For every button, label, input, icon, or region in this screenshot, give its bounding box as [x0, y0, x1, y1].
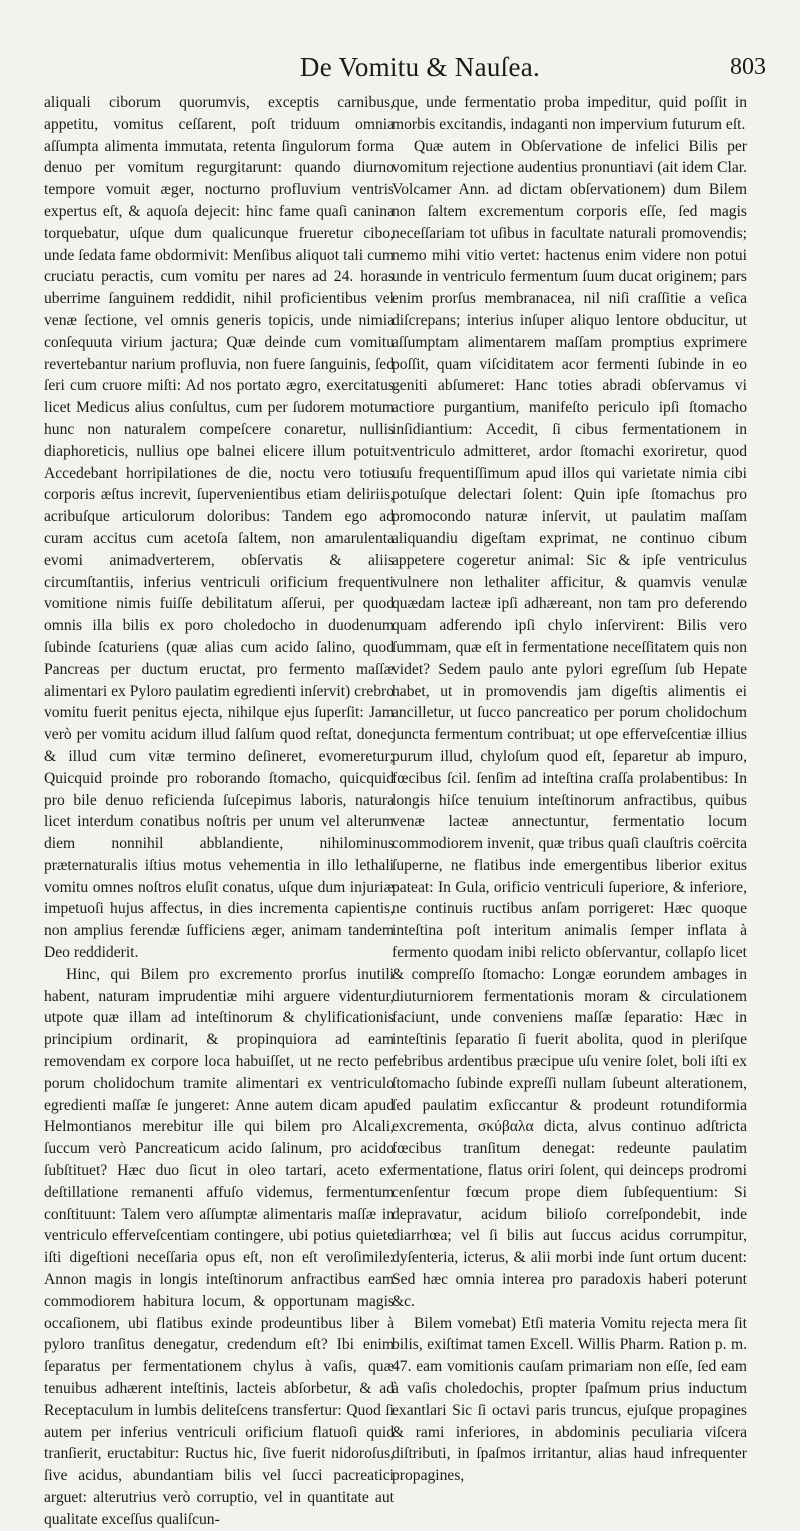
page-header [0, 52, 800, 92]
page-number: 803 [730, 54, 766, 80]
paragraph: Quæ autem in Obſervatione de infelici Bilis per vomitum rejectione audentius pronuntiavi (ait idem Clar. Volcamer Ann. ad dictam obſervationem) dum Bilem non ſaltem excrementum corporis eſſe, ſed magis neceſſariam tot uſibus in facultate naturali promovendis; nemo mihi vitio vertet: hactenus enim videre non potui unde in ventriculo fermentum ſuum ducat originem; pars enim prorſus membranacea, nil niſi craſſitie a veſica diſcrepans; interius inſuper aliquo lentore obducitur, ut aſſumptam alimentarem maſſam promptius exprimere poſſit, quam viſciditatem acor fermenti ſubinde in eo geniti abſumeret: Hanc toties abradi obſervamus vi actiore purgantium, manifeſto periculo ipſi ſtomacho inſidiantium: Accedit, ſi cibus fermentationem in ventriculo admitteret, ardor ſtomachi exoriretur, quod uſu frequentiſſimum apud illos qui varietate nimia cibi potuſque delectari ſolent: Quin ipſe ſtomachus pro promocondo naturæ inſervit, ut paulatim maſſam aliquandiu digeſtam exprimat, ne continuo cibum appetere cogeretur animal: Sic & ipſe ventriculus vulnere non lethaliter afficitur, & quamvis venulæ quædam lacteæ ipſi adhæreant, non tam pro deferendo quam adferendo ipſi chylo inſervirent: Bilis vero ſummam, quæ eſt in fermentatione neceſſitatem quis non videt? Sedem paulo ante pylori egreſſum ſub Hepate habet, ut in promovendis jam digeſtis alimentis ei ancilletur, ut ſucco pancreatico per porum cholidochum juncta fermentum contribuat; ut ope efferveſcentiæ illius purum illud, chyloſum quod eſt, ſeparetur ab impuro, fœcibus ſcil. ſenſim ad inteſtina craſſa prolabentibus: In longis hiſce tenuium inteſtinorum anfractibus, quibus venæ lacteæ annectuntur, fermentatio locum commodiorem invenit, quæ tribus quaſi clauſtris coërcita ſuperne, ne flatibus inde emergentibus liberior exitus pateat: In Gula, orificio ventriculi ſuperiore, & inferiore, ne continuis ructibus anſam porrigeret: Hæc quoque inteſtina poſt interitum animalis ſemper inflata à fermento quodam inibi relicto obſervantur, collapſo licet & compreſſo ſtomacho: Longæ eorundem ambages in diuturniorem fermentationis moram & circulationem faciunt, unde conveniens maſſæ ſeparatio: Hæc in inteſtinis ſeparatio ſi fuerit abolita, quod in pleriſque febribus ardentibus præcipue uſu venire ſolet, boli iſti ex ſtomacho ſubinde expreſſi nullam ſubeunt alterationem, ſed paulatim exſiccantur & prodeunt rotundiformia excrementa, σκύβαλα dicta, alvus continuo adſtricta fœcibus tranſitum denegat: redeunte paulatim fermentatione, flatus oriri ſolent, qui deinceps prodromi cenſentur fœcum prope diem ſubſequentium: Si depravatur, acidum bilioſo correſpondebit, inde diarrhœa; vel ſi bilis aut ſuccus acidus corrumpitur, dyſenteria, icterus, & alii morbi inde ſunt ortum ducent: Sed hæc omnia interea pro paradoxis haberi poterunt &c. [392, 137, 747, 1310]
left-column [44, 92, 394, 1531]
paragraph: Bilem vomebat) Etſi materia Vomitu rejecta mera ſit bilis, exiſtimat tamen Excell. Willis Pharm. Ration p. m. 47. eam vomitionis cauſam primariam non eſſe, ſed eam à vaſis choledochis, propter ſpaſmum prius inductum exantlari Sic ſi octavi paris truncus, ejuſque propagines & rami inferiores, in abdominis peculiaria viſcera diſtributi, in ſpaſmos irritantur, alias haud infrequenter propagines, [392, 1314, 747, 1485]
paragraph: Hinc, qui Bilem pro excremento prorſus inutili habent, naturam imprudentiæ mihi arguere videntur, utpote quæ illam ad inteſtinorum & chylificationis principium ordinarit, & propinquiora ad eam removendam ex corpore loca habuiſſet, ut ne recto per porum cholidochum tramite alimentari ex ventriculo egredienti maſſæ ſe jungeret: Anne autem dicam apud Helmontianos merebitur ille qui bilem pro Alcali, ſuccum verò Pancreaticum acido ſalinum, pro acido ſubſtituet? Hæc duo ſicut in oleo tartari, aceto ex deſtillatione remanenti affuſo videmus, fermentum conſtituunt: Talem vero aſſumptæ alimentaris maſſæ in ventriculo efferveſcentiam contingere, ubi potius quiete iſti digeſtioni neceſſaria opus eſt, non eſt veroſimile: Annon magis in longis inteſtinorum anfractibus eam commodiorem habitura locum, & opportunam magis occaſionem, ubi flatibus exinde prodeuntibus liber à pyloro tranſitus denegatur, credendum eſt? Ibi enim ſeparatus per fermentationem chylus à vaſis, quæ tenuibus adhærent inteſtinis, lacteis abſorbetur, & ad Receptaculum in lumbis deliteſcens transfertur: Quod ſi autem per inferius ventriculi orificium flatuoſi quid tranſierit, eructabitur: Ructus hic, ſive fuerit nidoroſus, ſive acidus, abundantiam bilis vel ſucci pacreatici arguet: alterutrius verò corruptio, vel in quantitate aut qualitate exceſſus qualiſcun- [44, 965, 394, 1528]
paragraph: que, unde fermentatio proba impeditur, quid poſſit in morbis excitandis, indaganti non impervium futurum eſt. [392, 94, 747, 133]
running-title: De Vomitu & Nauſea. [299, 52, 541, 82]
right-column [392, 92, 747, 1487]
paragraph: aliquali ciborum quorumvis, exceptis carnibus, appetitu, vomitus ceſſarent, poſt triduum omnia aſſumpta alimenta immutata, retenta ſingulorum forma denuo per vomitum regurgitarunt: quando diurno tempore vomuit æger, nocturno profluvium ventris expertus eſt, & aquoſa dejecit: hinc fame quaſi canina torquebatur, uſque dum qualicunque frueretur cibo, unde ſedata fame obdormivit: Menſibus aliquot tali cum cruciatu peractis, cum vomitu per nares ad 24. horas uberrime ſanguinem reddidit, nihil proficientibus vel venæ ſectione, vel omnis generis topicis, unde nimia conſequuta virium jactura; Quæ deinde cum vomitu revertebantur narium profluvia, non fuere ſanguinis, ſed ſeri cum cruore miſti: Ad nos portato ægro, exercitatus licet Medicus alius conſultus, cum per ſudorem motum hunc non naturalem compeſcere conaretur, nullis diaphoreticis, nullius ope balnei elicere illum potuit: Accedebant horripilationes de die, noctu vero totius corporis æſtus increvit, ſupervenientibus etiam deliriis, acribuſque articulorum doloribus: Tandem ego ad curam accitus cum acetoſa ſaltem, non amarulenta evomi animadverterem, obſervatis & aliis circumſtantiis, inferius ventriculi orificium frequenti vomitione nimis fuiſſe debilitatum aſſerui, per quod omnis illa bilis ex poro choledocho in duodenum ſubinde ſcaturiens (quæ alias cum acido ſalino, quod Pancreas per ductum eructat, pro fermento maſſæ alimentari ex Pyloro paulatim egredienti inſervit) crebro vomitu fuerit penitus ejecta, nihilque ejus ſuperſit: Jam verò per vomitu acidum illud ſalſum quod reſtat, donec & illud cum vitæ termino deſineret, evomeretur; Quicquid proinde pro roborando ſtomacho, quicquid pro bile denuo reficienda ſuſcepimus laboris, natura licet interdum conatibus noſtris per unum vel alterum diem nonnihil abblandiente, nihilominus præternaturalis iſtius motus vehementia in illo lethali vomitu omnes noſtros eluſit conatus, uſque dum injuriæ impetuoſi hujus affectus, in dies incrementa capientis, non amplius ferendæ ſufficiens æger, animam tandem Deo reddiderit. [44, 94, 394, 962]
